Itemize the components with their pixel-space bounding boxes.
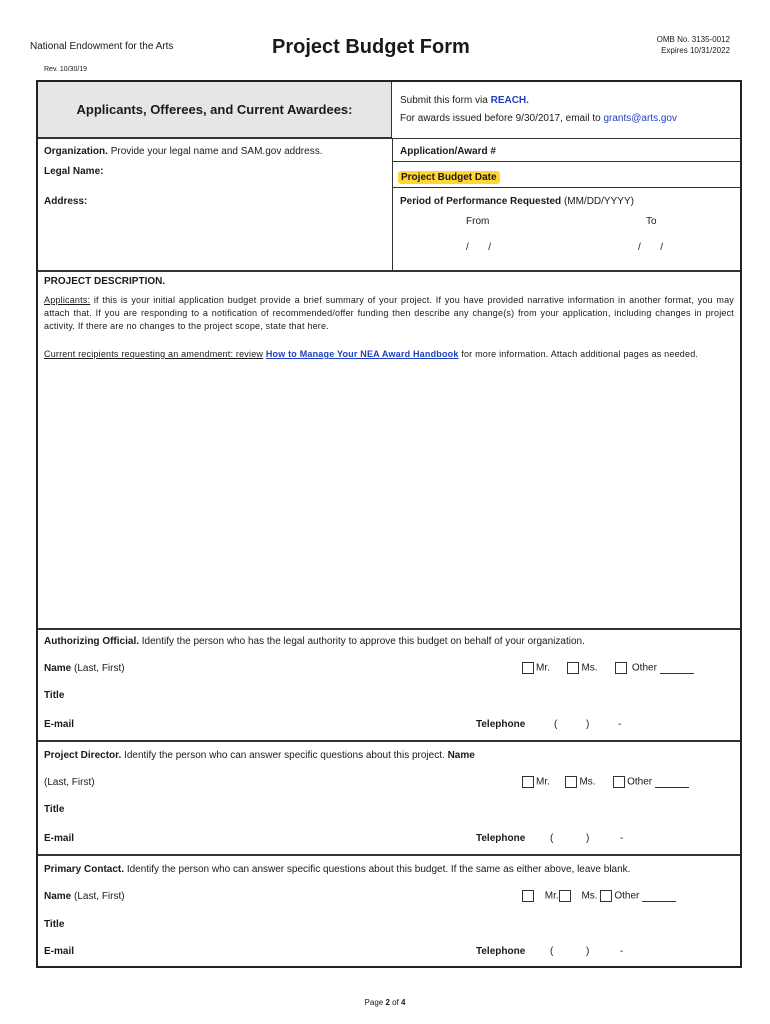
project-budget-date-field[interactable] — [518, 166, 738, 184]
reach-link[interactable]: REACH. — [490, 95, 529, 106]
phone-dash: - — [620, 833, 624, 844]
primary-contact-hint: Identify the person who can answer specific questions about this budget. If the same as either above, leave blank. — [126, 864, 631, 875]
authorizing-official-heading: Authorizing Official. — [44, 636, 139, 647]
submit-text: Submit this form via — [400, 95, 491, 106]
name-hint: (Last, First) — [74, 891, 125, 902]
mr-label: Mr. — [536, 776, 550, 788]
recipients-text: for more information. Attach additional pages as needed. — [458, 349, 699, 359]
to-date-field[interactable]: / / — [638, 242, 664, 253]
organization-label: Organization. — [44, 146, 108, 157]
period-label: Period of Performance Requested — [400, 196, 562, 207]
primary-contact-heading: Primary Contact. — [44, 864, 125, 875]
director-telephone-field[interactable] — [550, 833, 640, 844]
director-telephone-label: Telephone — [476, 833, 526, 844]
contact-title-label: Title — [44, 919, 65, 930]
project-director-hint: Identify the person who can answer specific questions about this project. — [124, 750, 445, 761]
director-name-hint: (Last, First) — [44, 777, 95, 788]
other-field[interactable] — [642, 892, 676, 902]
phone-open-paren: ( — [554, 719, 558, 730]
other-label: Other — [614, 890, 640, 902]
contact-salutation — [522, 890, 676, 902]
application-award-field[interactable] — [558, 142, 738, 160]
authorizing-telephone-label: Telephone — [476, 719, 526, 730]
page-number — [0, 998, 770, 1007]
project-description-heading: PROJECT DESCRIPTION. — [44, 276, 166, 287]
period-format: (MM/DD/YYYY) — [563, 196, 634, 207]
omb-number: OMB No. 3135-0012 — [656, 35, 730, 44]
mr-checkbox[interactable] — [522, 662, 534, 674]
phone-open-paren: ( — [550, 946, 554, 957]
handbook-link[interactable]: How to Manage Your NEA Award Handbook — [265, 349, 459, 359]
address-label: Address: — [44, 196, 88, 207]
ms-checkbox[interactable] — [567, 662, 579, 674]
applicants-label: Applicants: — [44, 295, 91, 305]
organization-hint: Provide your legal name and SAM.gov address. — [110, 146, 323, 157]
divider — [38, 628, 740, 630]
contact-telephone-field[interactable] — [550, 946, 640, 957]
name-label: Name — [44, 663, 72, 674]
from-date-field[interactable]: / / — [466, 242, 492, 253]
phone-dash: - — [618, 719, 622, 730]
director-salutation — [522, 776, 689, 788]
awards-text: For awards issued before 9/30/2017, email to — [400, 113, 604, 124]
authorizing-official-instruction — [44, 636, 585, 647]
page-total: 4 — [401, 998, 406, 1007]
phone-close-paren: ) — [586, 719, 590, 730]
divider — [38, 270, 740, 272]
recipients-instructions — [44, 348, 734, 361]
mr-checkbox[interactable] — [522, 890, 534, 902]
page-current: 2 — [385, 998, 390, 1007]
project-director-instruction — [44, 750, 475, 761]
phone-close-paren: ) — [586, 833, 590, 844]
applicants-instructions — [44, 294, 734, 333]
omb-info — [657, 34, 730, 56]
ms-checkbox[interactable] — [565, 776, 577, 788]
divider — [38, 740, 740, 742]
divider — [392, 161, 740, 162]
divider — [38, 138, 740, 139]
director-title-label: Title — [44, 804, 65, 815]
page-prefix: Page — [364, 998, 386, 1007]
organization-instruction — [44, 146, 322, 157]
other-field[interactable] — [655, 778, 689, 788]
legal-name-label: Legal Name: — [44, 166, 104, 177]
applicants-text: if this is your initial application budget provide a brief summary of your project. If you have provided narrative information in another format, you may attach that. If you are responding to a notification of recommended/offer funding then describe any change(s) from your application, including changes in project activity. If there are no changes to the project scope, state that here. — [44, 295, 734, 331]
ms-label: Ms. — [581, 662, 598, 674]
mr-checkbox[interactable] — [522, 776, 534, 788]
name-label: Name — [44, 891, 72, 902]
project-budget-date-label: Project Budget Date — [398, 171, 500, 184]
contact-telephone-label: Telephone — [476, 946, 526, 957]
divider — [38, 854, 740, 856]
phone-dash: - — [620, 946, 624, 957]
other-field[interactable] — [660, 664, 694, 674]
ms-checkbox[interactable] — [559, 890, 571, 902]
contact-name-label — [44, 891, 125, 902]
name-hint: (Last, First) — [74, 663, 125, 674]
divider — [392, 187, 740, 188]
revision-date: Rev. 10/30/19 — [44, 66, 88, 73]
authorizing-official-hint: Identify the person who has the legal authority to approve this budget on behalf of your organization. — [141, 636, 585, 647]
primary-contact-instruction — [44, 864, 630, 875]
to-label: To — [646, 216, 657, 227]
form-title: Project Budget Form — [272, 36, 470, 58]
name-label: Name — [447, 750, 475, 761]
contact-email-label: E-mail — [44, 946, 75, 957]
project-director-heading: Project Director. — [44, 750, 122, 761]
authorizing-telephone-field[interactable] — [554, 719, 644, 730]
applicants-heading: Applicants, Offerees, and Current Awardees: — [38, 82, 392, 138]
ms-label: Ms. — [581, 890, 598, 902]
phone-open-paren: ( — [550, 833, 554, 844]
divider — [392, 138, 393, 270]
omb-expiry: Expires 10/31/2022 — [661, 46, 730, 55]
ms-label: Ms. — [579, 776, 596, 788]
other-checkbox[interactable] — [613, 776, 625, 788]
director-email-label: E-mail — [44, 833, 75, 844]
project-description-field[interactable] — [44, 380, 734, 626]
submit-info — [400, 92, 677, 128]
address-field[interactable] — [198, 194, 386, 258]
mr-label: Mr. — [536, 662, 550, 674]
other-checkbox[interactable] — [600, 890, 612, 902]
application-award-label: Application/Award # — [400, 146, 496, 157]
authorizing-salutation — [522, 662, 694, 674]
page-of: of — [389, 998, 402, 1007]
authorizing-name-label — [44, 663, 125, 674]
other-label: Other — [631, 662, 657, 674]
legal-name-field[interactable] — [198, 164, 386, 178]
form-frame — [36, 80, 742, 968]
agency-name: National Endowment for the Arts — [30, 41, 174, 52]
other-label: Other — [627, 776, 653, 788]
period-of-performance — [400, 196, 634, 207]
other-checkbox[interactable] — [615, 662, 627, 674]
authorizing-email-label: E-mail — [44, 719, 75, 730]
mr-label: Mr. — [544, 890, 559, 902]
authorizing-title-label: Title — [44, 690, 65, 701]
phone-close-paren: ) — [586, 946, 590, 957]
recipients-label: Current recipients requesting an amendment: review — [44, 349, 264, 359]
grants-email-link[interactable]: grants@arts.gov — [603, 113, 677, 124]
from-label: From — [466, 216, 490, 227]
